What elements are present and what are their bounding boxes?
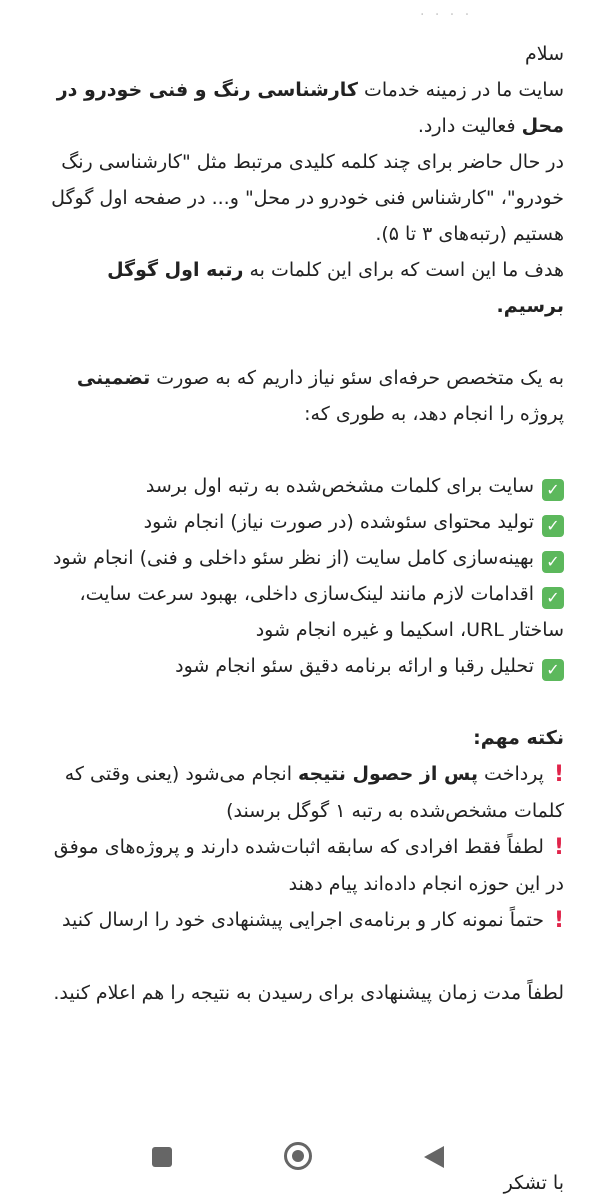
recent-apps-icon[interactable] [152,1147,172,1167]
status-paragraph: در حال حاضر برای چند کلمه کلیدی مرتبط مثل "کارشناسی رنگ خودرو"، "کارشناس فنی خودرو در محل" و... در صفحه اول گوگل هستیم (رتبه‌های ۳ تا ۵). [51,151,564,245]
exclamation-icon: ! [553,835,564,860]
signoff: با تشکر [503,1172,564,1194]
check-mark-icon: ✓ [542,551,564,573]
check-mark-icon: ✓ [542,479,564,501]
list-item: ✓تحلیل رقبا و ارائه برنامه دقیق سئو انجام شود [40,648,564,684]
system-navigation-bar [0,1134,600,1204]
check-mark-icon: ✓ [542,659,564,681]
check-mark-icon: ✓ [542,587,564,609]
note-title: نکته مهم: [473,727,564,749]
home-icon[interactable] [284,1142,312,1170]
note-item: !پرداخت پس از حصول نتیجه انجام می‌شود (یعنی وقتی که کلمات مشخص‌شده به رتبه ۱ گوگل برسند) [40,756,564,829]
note-item: !لطفاً فقط افرادی که سابقه اثبات‌شده دارند و پروژه‌های موفق در این حوزه انجام داده‌اند پیام دهند [40,829,564,902]
scroll-fade: . . . . [420,3,473,19]
checklist [40,468,564,684]
exclamation-icon: ! [553,762,564,787]
list-item: ✓بهینه‌سازی کامل سایت (از نظر سئو داخلی و فنی) انجام شود [40,540,564,576]
exclamation-icon: ! [553,908,564,933]
goal-paragraph: هدف ما این است که برای این کلمات به رتبه اول گوگل برسیم. [107,259,564,317]
check-mark-icon: ✓ [542,515,564,537]
intro-paragraph: سایت ما در زمینه خدمات کارشناسی رنگ و فنی خودرو در محل فعالیت دارد. [56,79,564,137]
list-item: ✓اقدامات لازم مانند لینک‌سازی داخلی، بهبود سرعت سایت، ساختار URL، اسکیما و غیره انجام شود [79,583,564,641]
closing-paragraph: لطفاً مدت زمان پیشنهادی برای رسیدن به نتیجه را هم اعلام کنید. [53,982,564,1004]
list-item: ✓تولید محتوای سئوشده (در صورت نیاز) انجام شود [40,504,564,540]
greeting: سلام [524,43,564,65]
note-item: !حتماً نمونه کار و برنامه‌ی اجرایی پیشنهادی خود را ارسال کنید [40,902,564,939]
need-paragraph: به یک متخصص حرفه‌ای سئو نیاز داریم که به صورت تضمینی پروژه را انجام دهد، به طوری که: [76,367,564,425]
back-icon[interactable] [424,1146,444,1168]
list-item: ✓سایت برای کلمات مشخص‌شده به رتبه اول برسد [40,468,564,504]
